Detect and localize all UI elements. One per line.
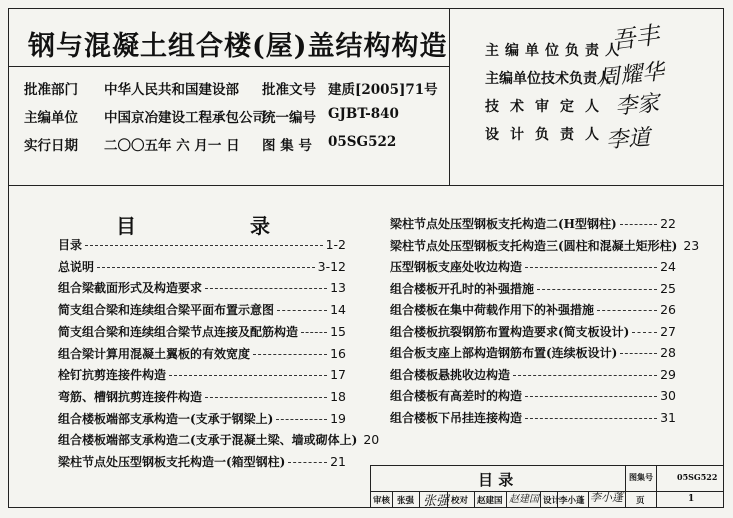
info-label-approval-no: 批准文号 [262,82,316,98]
info-value-unified-no: GJBT-840 [328,106,399,122]
toc-leader-dots [525,418,657,419]
toc-entry[interactable] [390,301,676,318]
toc-entry[interactable] [58,388,346,405]
toc-entry-label: 简支组合梁和连续组合梁节点连接及配筋构造 [58,324,299,339]
toc-entry-page: 13 [330,280,346,296]
toc-entry-page: 31 [660,409,676,425]
titleblock-check-name: 赵建国 [477,496,503,506]
toc-leader-dots [525,267,657,268]
signature-chief-unit: 吾丰 [609,20,662,56]
titleblock-rule-atlas [625,465,626,508]
toc-entry-label: 组合楼板悬挑收边构造 [390,367,511,382]
toc-entry[interactable] [58,453,346,470]
toc-entry-page: 3-12 [317,258,346,274]
toc-entry[interactable] [390,323,676,340]
titleblock-rule-b [419,491,420,508]
toc-entry-page: 19 [330,410,346,426]
titleblock-page-no: 1 [688,494,695,504]
info-label-effective-date: 实行日期 [24,138,78,154]
toc-entry[interactable] [390,237,700,254]
toc-entry[interactable] [390,387,676,404]
info-value-chief-unit: 中国京冶建设工程承包公司 [104,110,266,126]
titleblock-rule-a [392,491,393,508]
titleblock-rule-h [588,491,589,508]
toc-entry-page: 26 [660,302,676,317]
toc-entry[interactable] [390,280,676,297]
signature-tech-approver: 李家 [614,91,661,120]
toc-entry-label: 组合楼板在集中荷载作用下的补强措施 [390,303,595,317]
titleblock-design-name: 李小蓬 [559,496,585,506]
toc-entry-label: 组合楼板端部支承构造二(支承于混凝土梁、墙或砌体上) [58,433,358,448]
toc-entry-label: 梁柱节点处压型钢板支托构造一(箱型钢柱) [58,455,286,469]
titleblock-check-label: 校对 [451,496,469,506]
toc-entry-page: 17 [330,367,346,383]
toc-entry-page: 15 [330,323,346,339]
info-label-chief-unit: 主编单位 [24,110,78,126]
info-value-atlas-no: 05SG522 [328,134,397,150]
toc-entry[interactable] [390,344,676,361]
toc-entry-label: 组合楼板有高差时的构造 [390,389,523,403]
titleblock-rule-e [506,491,507,508]
toc-leader-dots [97,267,315,268]
titleblock-design-label: 设计 [543,496,561,506]
toc-leader-dots [288,462,327,463]
toc-entry[interactable] [58,323,346,340]
titleblock-check-signature: 赵建国 [509,494,539,505]
titleblock-review-signature: 张强 [423,494,450,509]
divider-horizontal-header [8,185,724,186]
titleblock-rule-f [540,491,541,508]
resp-role-chief-unit: 主编单位负责人 [485,43,625,59]
toc-entry-page: 30 [660,388,676,403]
toc-entry-label: 梁柱节点处压型钢板支托构造三(圆柱和混凝土矩形柱) [390,238,678,253]
toc-entry-label: 组合梁计算用混凝土翼板的有效宽度 [58,346,251,361]
toc-leader-dots [632,332,657,333]
toc-leader-dots [597,310,657,311]
toc-entry[interactable] [58,279,346,296]
toc-entry-label: 组合楼板抗裂钢筋布置构造要求(简支板设计) [390,324,630,339]
info-label-unified-no: 统一编号 [262,110,316,126]
toc-entry-page: 27 [660,323,676,339]
toc-entry-label: 压型钢板支座处收边构造 [390,260,523,274]
toc-entry-page: 23 [683,237,700,253]
toc-entry-page: 1-2 [325,237,346,252]
toc-leader-dots [620,224,657,225]
toc-leader-dots [537,289,657,290]
info-value-department: 中华人民共和国建设部 [104,82,239,98]
toc-entry-label: 栓钉抗剪连接件构造 [58,368,167,383]
titleblock-drawing-name: 目 录 [478,471,514,489]
toc-entry-label: 简支组合梁和连续组合梁平面布置示意图 [58,303,275,318]
titleblock-page-label: 页 [636,496,645,506]
titleblock-rule-atlas-value [656,465,657,508]
toc-leader-dots [253,354,327,355]
toc-leader-dots [205,397,327,398]
toc-entry-page: 28 [660,345,676,360]
toc-entry-label: 组合板支座上部构造钢筋布置(连续板设计) [390,346,618,360]
toc-entry-page: 29 [660,366,676,382]
toc-entry[interactable] [58,431,380,448]
toc-entry-page: 14 [330,302,346,318]
toc-entry-page: 21 [330,454,346,469]
divider-under-title [8,66,449,67]
info-value-effective-date: 二〇〇五年 六 月一 日 [104,138,240,154]
toc-entry[interactable] [390,409,676,426]
toc-entry[interactable] [58,301,346,318]
toc-heading-lu: 录 [250,214,270,238]
toc-leader-dots [169,375,327,376]
info-value-approval-no: 建质[2005]71号 [328,82,438,98]
toc-leader-dots [525,396,657,397]
titleblock-atlas-no: 05SG522 [677,472,718,482]
toc-entry-label: 总说明 [58,259,95,274]
page-title: 钢与混凝土组合楼(屋)盖结构构造 [28,31,448,62]
toc-entry-label: 组合楼板端部支承构造一(支承于钢梁上) [58,411,274,426]
toc-heading-mu: 目 [116,214,136,238]
toc-entry-page: 20 [363,432,380,448]
toc-entry-label: 组合梁截面形式及构造要求 [58,281,203,296]
toc-entry[interactable] [390,215,676,232]
resp-role-tech-chief: 主编单位技术负责人 [485,71,611,87]
toc-leader-dots [205,288,327,289]
toc-entry[interactable] [390,258,676,275]
toc-entry-label: 组合楼板下吊挂连接构造 [390,410,523,425]
toc-leader-dots [85,245,323,246]
toc-entry[interactable] [58,410,346,427]
toc-entry-page: 18 [330,388,346,404]
toc-leader-dots [513,375,657,376]
titleblock-atlas-label: 图集号 [629,472,653,482]
toc-leader-dots [276,419,327,420]
toc-leader-dots [277,310,327,311]
toc-entry[interactable] [390,366,676,383]
titleblock-rule-d [474,491,475,508]
toc-entry-label: 目录 [58,238,83,252]
toc-entry[interactable] [58,236,346,253]
info-label-department: 批准部门 [24,82,78,98]
toc-entry-label: 组合楼板开孔时的补强措施 [390,281,535,296]
divider-vertical-header [449,8,450,186]
toc-leader-dots [301,332,327,333]
titleblock-design-signature: 李小蓬 [590,491,623,504]
titleblock-review-label: 审核 [373,496,391,506]
signature-design-lead: 李道 [605,125,651,154]
toc-entry-label: 弯筋、槽钢抗剪连接件构造 [58,389,203,404]
titleblock-review-name: 张强 [397,496,415,506]
toc-entry-page: 22 [660,216,676,231]
toc-leader-dots [620,353,657,354]
toc-entry-page: 24 [660,259,676,274]
toc-entry-page: 25 [660,280,676,296]
toc-entry[interactable] [58,258,346,275]
titleblock-left-rule [370,465,371,508]
toc-entry[interactable] [58,345,346,362]
resp-role-tech-approver: 技术审定人 [485,99,610,115]
resp-role-design-lead: 设计负责人 [485,127,610,143]
toc-entry[interactable] [58,366,346,383]
info-label-atlas-no: 图 集 号 [262,138,312,154]
toc-entry-label: 梁柱节点处压型钢板支托构造二(H型钢柱) [390,217,617,231]
titleblock-top-rule [370,465,724,466]
toc-entry-page: 16 [330,345,346,361]
signature-tech-chief: 周耀华 [597,59,666,92]
